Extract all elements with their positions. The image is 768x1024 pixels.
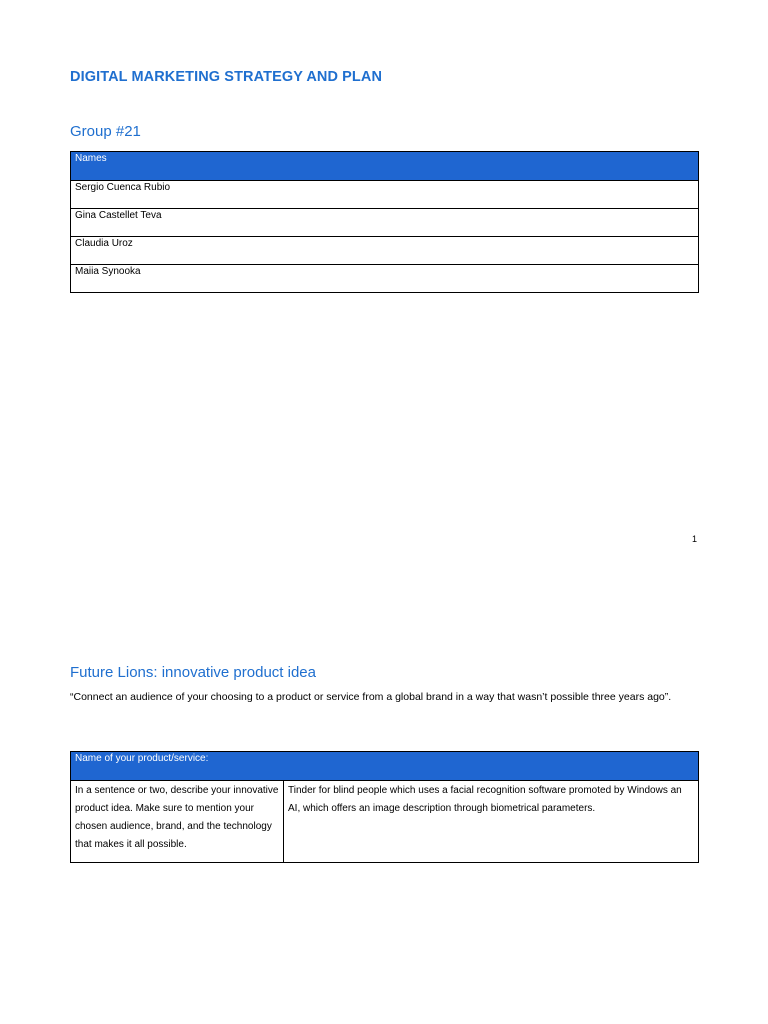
name-cell: Sergio Cuenca Rubio (71, 181, 699, 209)
product-name-header: Name of your product/service: (71, 752, 699, 781)
product-answer-cell: Tinder for blind people which uses a facial recognition software promoted by Windows an AI, which offers an image description through biometrical parameters. (284, 781, 699, 863)
group-heading: Group #21 (70, 123, 141, 140)
name-cell: Maiia Synooka (71, 265, 699, 293)
names-table-header-row (71, 152, 699, 181)
table-row (71, 209, 699, 237)
document-title: DIGITAL MARKETING STRATEGY AND PLAN (70, 69, 383, 85)
table-row (71, 181, 699, 209)
name-cell: Gina Castellet Teva (71, 209, 699, 237)
future-lions-heading: Future Lions: innovative product idea (70, 664, 316, 681)
page-number: 1 (692, 534, 698, 544)
table-row (71, 781, 699, 863)
names-header: Names (71, 152, 699, 181)
table-row (71, 265, 699, 293)
product-table (70, 751, 699, 863)
table-row (71, 237, 699, 265)
product-table-header-row (71, 752, 699, 781)
brief-quote: “Connect an audience of your choosing to a product or service from a global brand in a way that wasn’t possible three years ago”. (70, 691, 672, 703)
names-table (70, 151, 699, 293)
product-prompt-cell: In a sentence or two, describe your innovative product idea. Make sure to mention your chosen audience, brand, and the technology that makes it all possible. (71, 781, 284, 863)
name-cell: Claudia Uroz (71, 237, 699, 265)
